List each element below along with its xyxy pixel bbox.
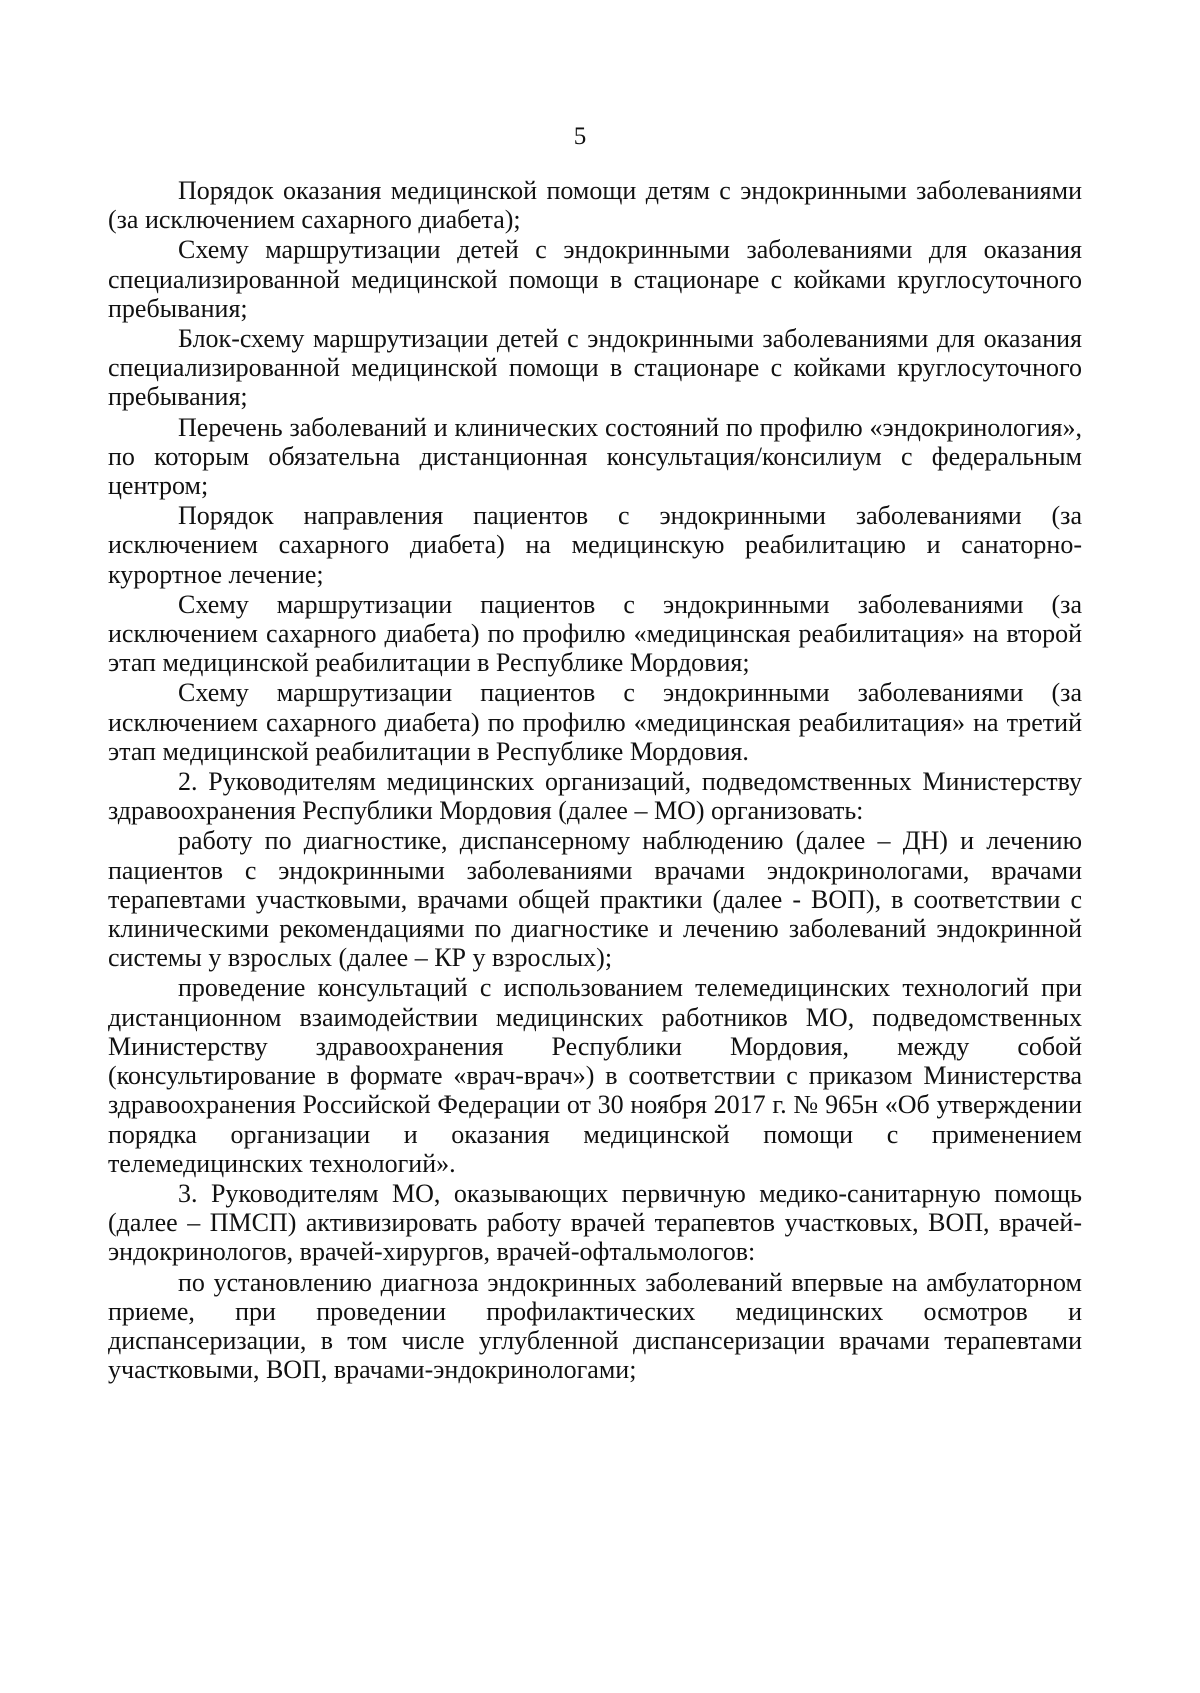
paragraph-diagnostics-work: работу по диагностике, диспансерному наблюдению (далее – ДН) и лечению пациентов с эндокринными заболеваниями врачами эндокринологами, врачами терапевтами участковыми, врачами общей практики (далее - ВОП), в соответствии с клиническими рекомендациями по диагностике и лечению заболеваний эндокринной системы у взрослых (далее – КР у взрослых); [108, 826, 1082, 973]
paragraph-rehabilitation-referral-order: Порядок направления пациентов с эндокринными заболеваниями (за исключением сахарного диабета) на медицинскую реабилитацию и санаторно-курортное лечение; [108, 501, 1082, 589]
paragraph-diagnosis-establishment: по установлению диагноза эндокринных заболеваний впервые на амбулаторном приеме, при проведении профилактических медицинских осмотров и диспансеризации, в том числе углубленной диспансеризации врачами терапевтами участковыми, ВОП, врачами-эндокринологами; [108, 1267, 1082, 1385]
paragraph-rehabilitation-stage-three: Схему маршрутизации пациентов с эндокринными заболеваниями (за исключением сахарного диабета) по профилю «медицинская реабилитация» на третий этап медицинской реабилитации в Республике Мордовия. [108, 678, 1082, 766]
paragraph-pediatric-endocrine-care-order: Порядок оказания медицинской помощи детям с эндокринными заболеваниями (за исключением сахарного диабета); [108, 176, 1082, 235]
page-number: 5 [573, 123, 587, 150]
paragraph-children-routing-block-scheme: Блок-схему маршрутизации детей с эндокринными заболеваниями для оказания специализированной медицинской помощи в стационаре с койками круглосуточного пребывания; [108, 324, 1082, 412]
paragraph-children-routing-scheme: Схему маршрутизации детей с эндокринными заболеваниями для оказания специализированной медицинской помощи в стационаре с койками круглосуточного пребывания; [108, 235, 1082, 323]
paragraph-remote-consultation-list: Перечень заболеваний и клинических состояний по профилю «эндокринология», по которым обязательна дистанционная консультация/консилиум с федеральным центром; [108, 412, 1082, 501]
paragraph-item-3-primary-care: 3. Руководителям МО, оказывающих первичную медико-санитарную помощь (далее – ПМСП) активизировать работу врачей терапевтов участковых, ВОП, врачей-эндокринологов, врачей-хирургов, врачей-офтальмологов: [108, 1178, 1082, 1267]
paragraph-rehabilitation-stage-two: Схему маршрутизации пациентов с эндокринными заболеваниями (за исключением сахарного диабета) по профилю «медицинская реабилитация» на второй этап медицинской реабилитации в Республике Мордовия; [108, 589, 1082, 678]
document-body [108, 176, 1082, 1385]
paragraph-item-2-heads-of-organizations: 2. Руководителям медицинских организаций, подведомственных Министерству здравоохранения Республики Мордовия (далее – МО) организовать: [108, 767, 1082, 826]
paragraph-telemedicine-consultations: проведение консультаций с использованием телемедицинских технологий при дистанционном взаимодействии медицинских работников МО, подведомственных Министерству здравоохранения Республики Мордовия, между собой (консультирование в формате «врач-врач») в соответствии с приказом Министерства здравоохранения Российской Федерации от 30 ноября 2017 г. № 965н «Об утверждении порядка организации и оказания медицинской помощи с применением телемедицинских технологий». [108, 973, 1082, 1178]
